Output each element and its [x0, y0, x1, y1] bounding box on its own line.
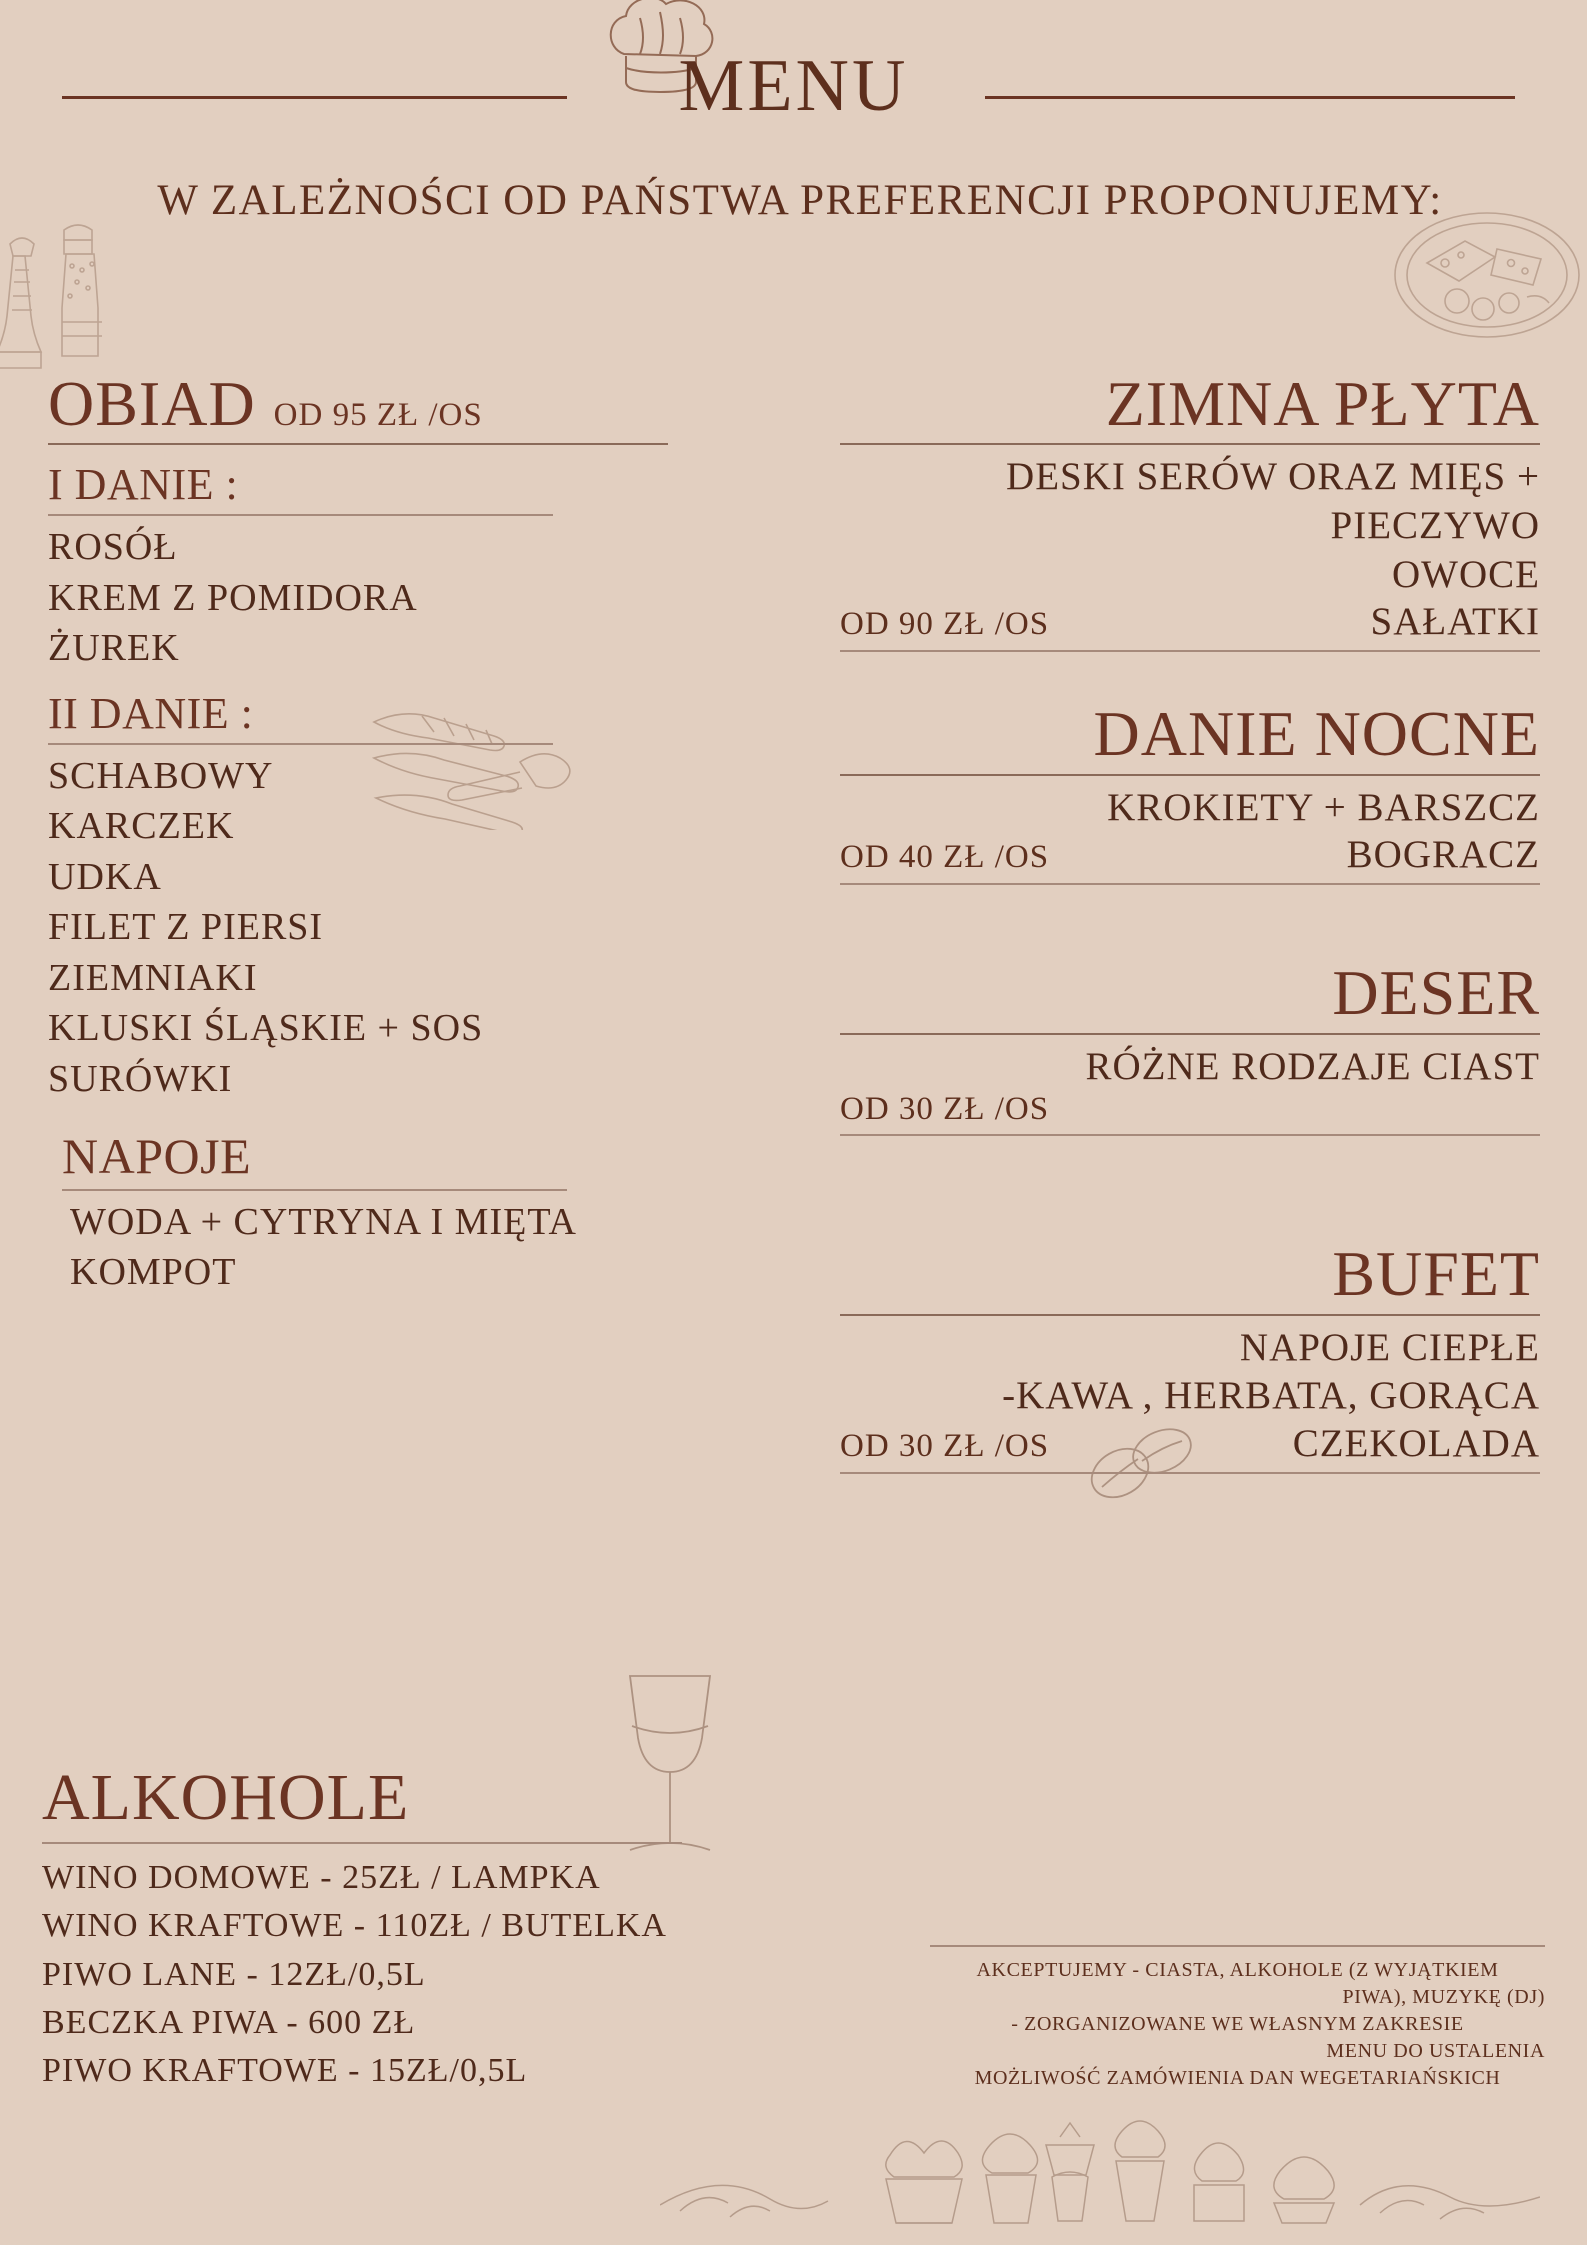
menu-header — [0, 0, 1587, 180]
footer-notes — [930, 1945, 1545, 2092]
bufet-items — [840, 1324, 1540, 1422]
napoje-title: NAPOJE — [62, 1127, 252, 1184]
obiad-price: OD 95 ZŁ /OS — [273, 397, 483, 433]
bufet-bottom-divider — [840, 1472, 1540, 1474]
section-zimna-plyta-heading — [840, 370, 1540, 437]
list-item: ŻUREK — [48, 627, 180, 670]
list-item: PIWO LANE - 12ZŁ/0,5L — [42, 1955, 426, 1993]
list-item: CZEKOLADA — [1292, 1422, 1540, 1465]
list-item: ROSÓŁ — [48, 526, 178, 569]
danie-nocne-price: OD 40 ZŁ /OS — [840, 839, 1050, 876]
note-line: - ZORGANIZOWANE WE WŁASNYM ZAKRESIE — [1011, 2013, 1464, 2035]
danie-nocne-divider — [840, 774, 1540, 776]
right-column — [840, 370, 1540, 1482]
napoje-items — [48, 1197, 748, 1298]
list-item: KROKIETY + BARSZCZ — [1107, 785, 1540, 829]
deser-bottom-divider — [840, 1134, 1540, 1136]
zimna-plyta-title: ZIMNA PŁYTA — [1105, 368, 1540, 439]
alkohole-items — [42, 1854, 782, 2095]
list-item: BECZKA PIWA - 600 ZŁ — [42, 2003, 416, 2041]
list-item: WINO KRAFTOWE - 110ZŁ / BUTELKA — [42, 1907, 667, 1945]
alkohole-title: ALKOHOLE — [42, 1761, 410, 1834]
deser-price-row — [840, 1091, 1540, 1128]
section-alkohole — [42, 1760, 782, 2095]
notes-divider — [930, 1945, 1545, 1947]
course-1-items — [48, 522, 748, 674]
course-1-divider — [48, 514, 553, 516]
deser-items — [840, 1043, 1540, 1092]
section-danie-nocne-heading — [840, 698, 1540, 770]
list-item: SCHABOWY — [48, 754, 274, 797]
list-item: PIECZYWO — [1330, 503, 1540, 547]
list-item: RÓŻNE RODZAJE CIAST — [1085, 1044, 1540, 1088]
alkohole-divider — [42, 1842, 682, 1844]
list-item: KLUSKI ŚLĄSKIE + SOS — [48, 1007, 484, 1050]
list-item: PIWO KRAFTOWE - 15ZŁ/0,5L — [42, 2052, 528, 2090]
list-item: OWOCE — [1392, 552, 1540, 596]
note-line: MOŻLIWOŚĆ ZAMÓWIENIA DAN WEGETARIAŃSKICH — [974, 2067, 1501, 2089]
zimna-plyta-bottom-divider — [840, 650, 1540, 652]
list-item: ZIEMNIAKI — [48, 956, 258, 999]
zimna-plyta-price: OD 90 ZŁ /OS — [840, 606, 1050, 643]
menu-subtitle: W ZALEŻNOŚCI OD PAŃSTWA PREFERENCJI PROPONUJEMY: — [157, 177, 1443, 224]
cheese-board-icon — [1387, 205, 1587, 345]
list-item: BOGRACZ — [1346, 833, 1540, 877]
deser-title: DESER — [1332, 957, 1540, 1029]
desserts-decoration-icon — [660, 2085, 1540, 2245]
list-item: NAPOJE CIEPŁE — [1239, 1325, 1540, 1369]
list-item: UDKA — [48, 855, 162, 898]
zimna-plyta-price-row — [840, 599, 1540, 644]
bufet-title: BUFET — [1332, 1238, 1540, 1310]
zimna-plyta-items — [840, 453, 1540, 599]
danie-nocne-items — [840, 784, 1540, 833]
list-item: FILET Z PIERSI — [48, 906, 324, 949]
section-deser-heading — [840, 957, 1540, 1029]
left-column — [48, 370, 748, 1298]
list-item: KARCZEK — [48, 805, 235, 848]
deser-price: OD 30 ZŁ /OS — [840, 1091, 1050, 1128]
deser-divider — [840, 1033, 1540, 1035]
bufet-price-row — [840, 1421, 1540, 1466]
course-2-items — [48, 751, 748, 1105]
list-item: KOMPOT — [70, 1251, 237, 1294]
list-item: -KAWA , HERBATA, GORĄCA — [1002, 1374, 1540, 1418]
list-item: WODA + CYTRYNA I MIĘTA — [70, 1200, 577, 1243]
list-item: WINO DOMOWE - 25ZŁ / LAMPKA — [42, 1859, 601, 1896]
page-title: MENU — [678, 45, 909, 127]
danie-nocne-title: DANIE NOCNE — [1093, 698, 1540, 770]
danie-nocne-bottom-divider — [840, 883, 1540, 885]
list-item: KREM Z POMIDORA — [48, 576, 418, 619]
napoje-divider — [62, 1189, 567, 1191]
list-item: SURÓWKI — [48, 1057, 233, 1100]
danie-nocne-price-row — [840, 832, 1540, 877]
section-obiad-heading — [48, 370, 748, 437]
course-2-label: II DANIE : — [48, 688, 254, 738]
section-bufet-heading — [840, 1238, 1540, 1310]
list-item: SAŁATKI — [1370, 600, 1540, 644]
list-item: DESKI SERÓW ORAZ MIĘS + — [1006, 455, 1540, 499]
note-line: AKCEPTUJEMY - CIASTA, ALKOHOLE (Z WYJĄTKIEM — [976, 1959, 1499, 1981]
zimna-plyta-divider — [840, 443, 1540, 445]
note-line: MENU DO USTALENIA — [1326, 2040, 1545, 2062]
obiad-divider — [48, 443, 668, 445]
note-line: PIWA), MUZYKĘ (DJ) — [1342, 1986, 1545, 2008]
obiad-title: OBIAD — [48, 368, 256, 439]
bufet-divider — [840, 1314, 1540, 1316]
course-2-divider — [48, 743, 553, 745]
course-1-label: I DANIE : — [48, 460, 239, 510]
bufet-price: OD 30 ZŁ /OS — [840, 1428, 1050, 1464]
